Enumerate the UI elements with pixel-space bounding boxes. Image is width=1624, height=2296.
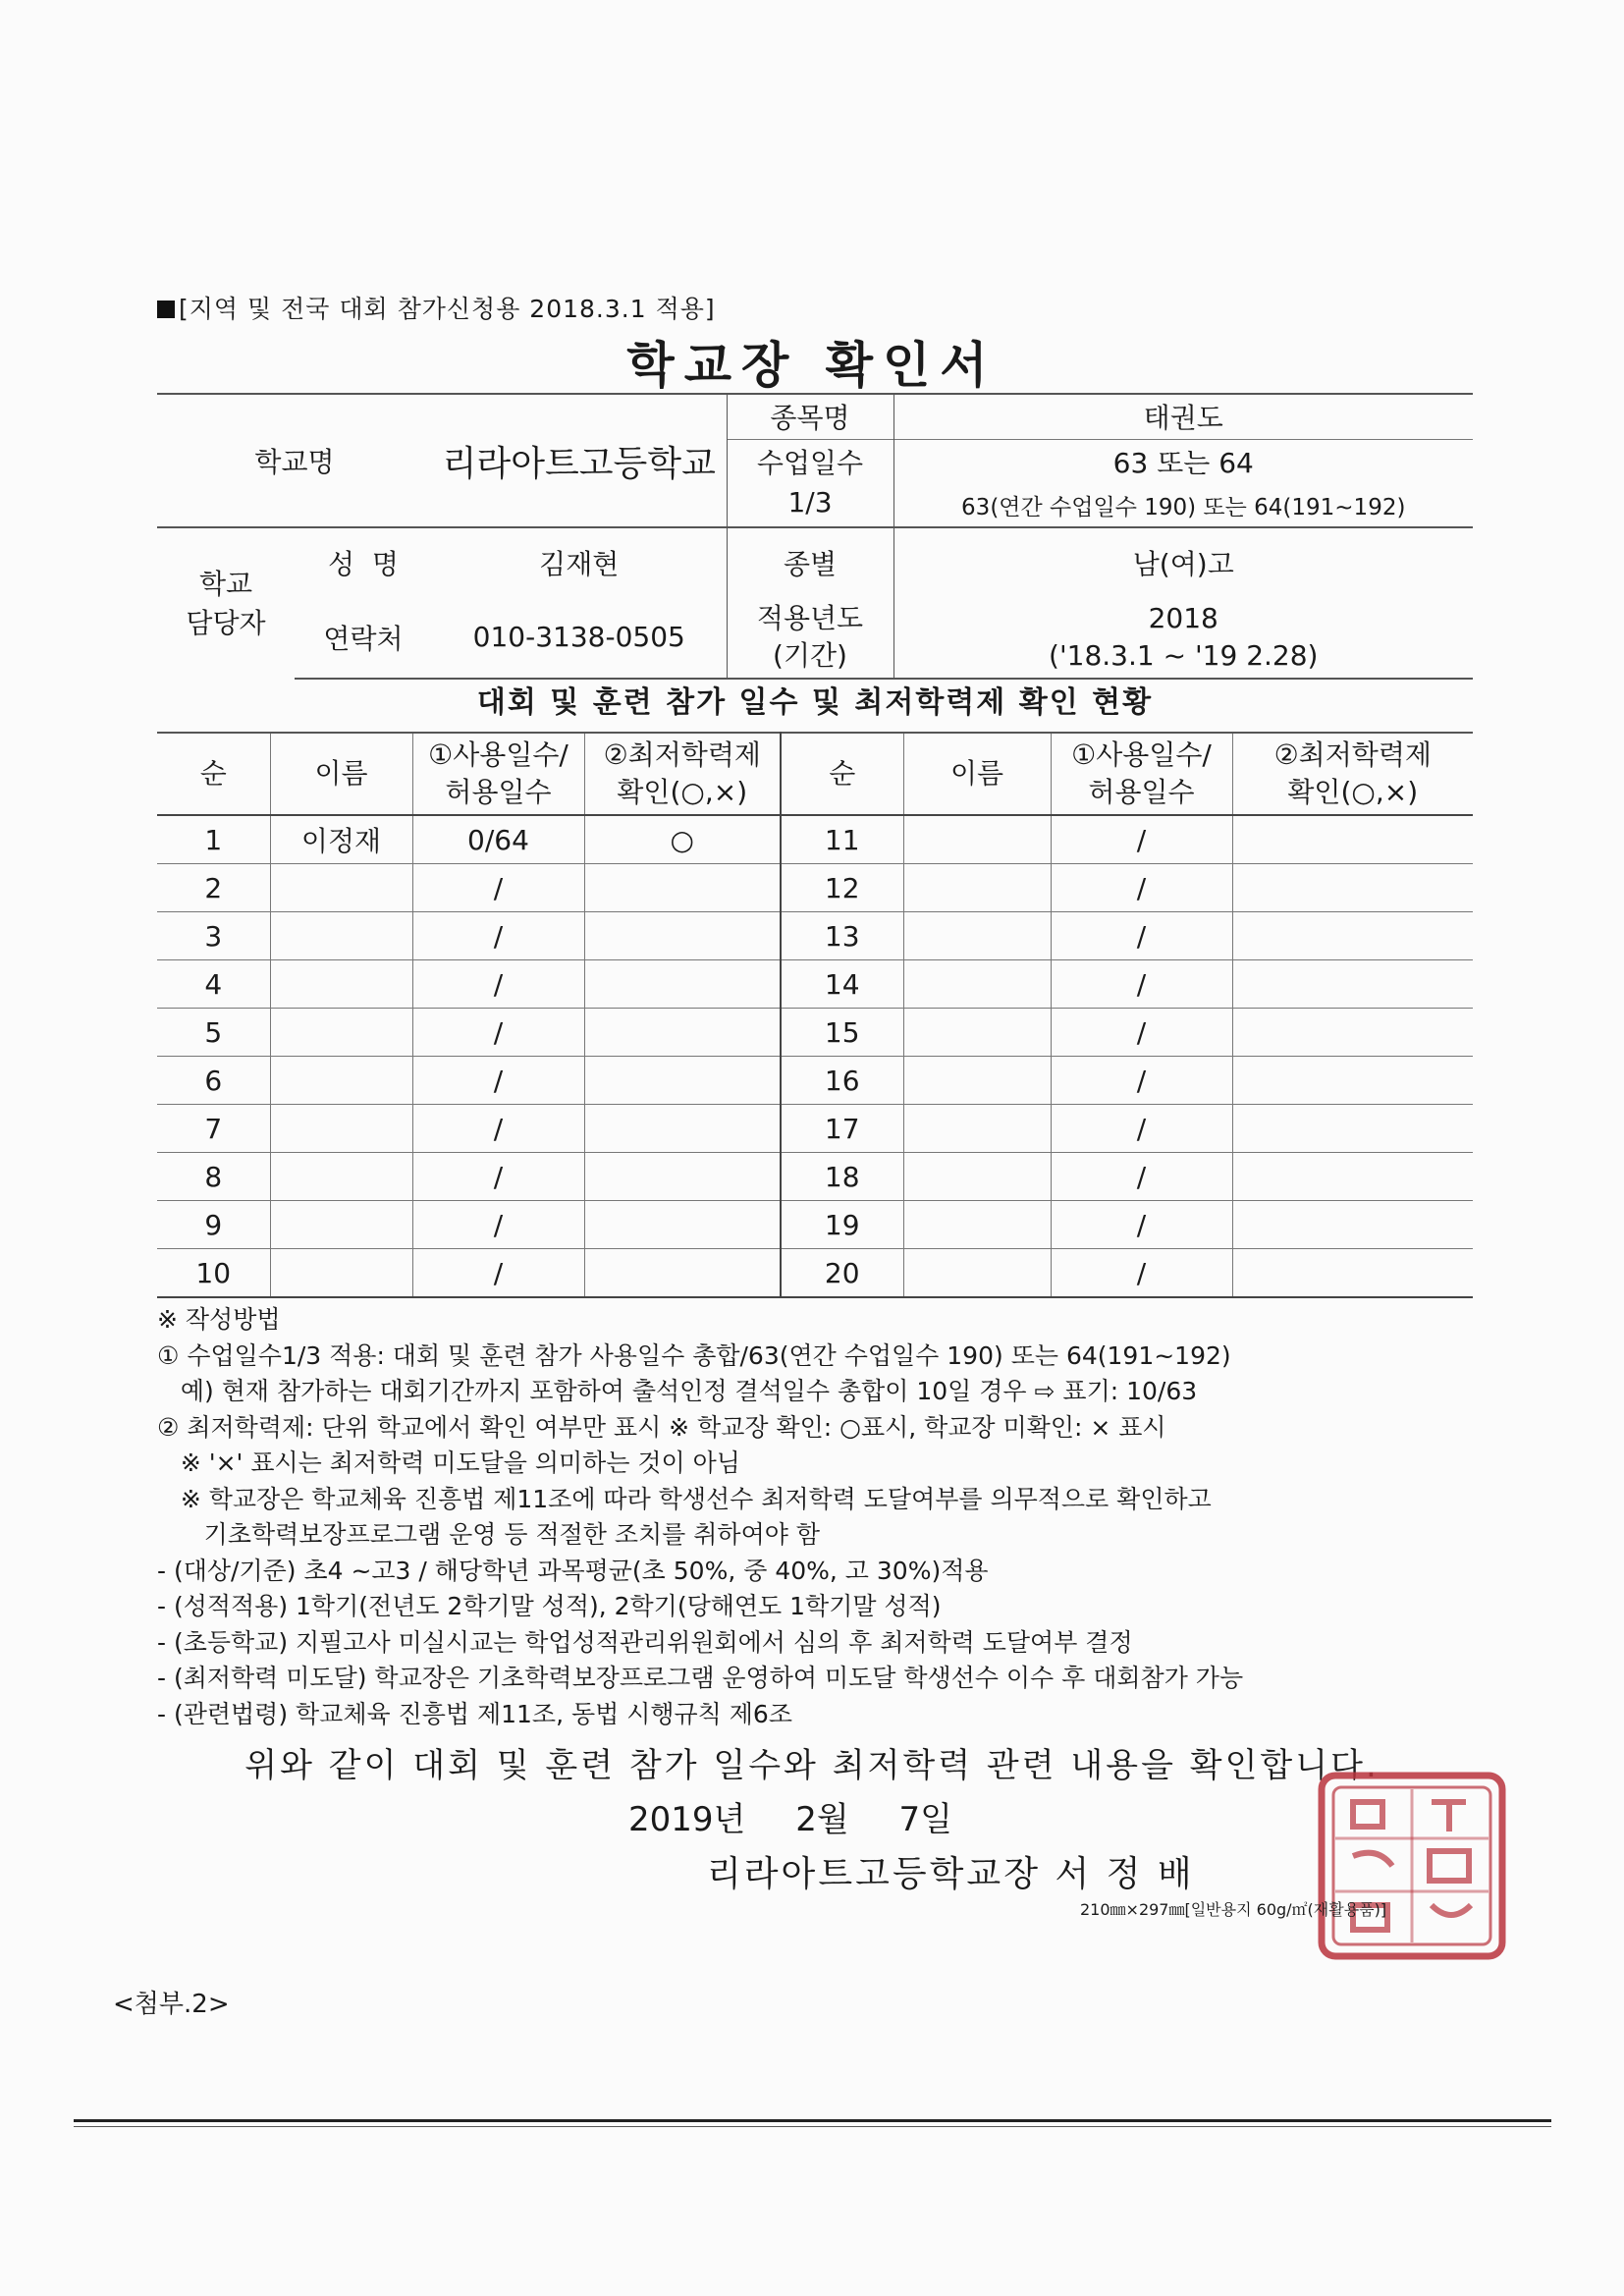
official-seal-icon — [1314, 1768, 1510, 1964]
note-line: ② 최저학력제: 단위 학교에서 확인 여부만 표시 ※ 학교장 확인: ○표시, 학교장 미확인: × 표시 — [157, 1412, 1166, 1442]
cell-check — [1232, 912, 1473, 960]
cell-name — [270, 1201, 412, 1249]
table-row — [157, 1105, 1473, 1153]
note-line: - (성적적용) 1학기(전년도 2학기말 성적), 2학기(당해연도 1학기말 성적) — [157, 1592, 942, 1620]
note-line: ※ 작성방법 — [157, 1305, 281, 1334]
class-days-value: 63 또는 64 — [893, 439, 1473, 484]
cell-check — [1232, 1249, 1473, 1298]
cell-check — [1232, 1201, 1473, 1249]
cell-check — [584, 1057, 781, 1105]
school-info-table — [157, 393, 1473, 680]
cell-days: / — [1051, 1201, 1232, 1249]
cell-name — [903, 960, 1051, 1009]
staff-label: 학교 담당자 — [157, 527, 295, 679]
square-bullet-icon — [157, 301, 175, 318]
note-line: ※ 학교장은 학교체육 진흥법 제11조에 따라 학생선수 최저학력 도달여부를 의무적으로 확인하고 — [157, 1484, 1212, 1513]
cell-check — [1232, 1105, 1473, 1153]
cell-name — [270, 1105, 412, 1153]
cell-name: 이정재 — [270, 815, 412, 864]
table-row — [157, 960, 1473, 1009]
cell-check — [584, 1153, 781, 1201]
cell-check — [584, 864, 781, 912]
date-month: 2월 — [795, 1800, 849, 1839]
participation-table — [157, 732, 1473, 1298]
cell-days: / — [1051, 864, 1232, 912]
cell-no: 10 — [157, 1249, 270, 1298]
cell-no: 20 — [781, 1249, 903, 1298]
event-label: 종목명 — [727, 394, 893, 439]
type-value: 남(여)고 — [893, 527, 1473, 596]
table-row — [157, 1009, 1473, 1057]
header-name: 이름 — [270, 733, 412, 815]
cell-check — [1232, 815, 1473, 864]
name-label: 성 명 — [295, 527, 432, 596]
cell-days: / — [1051, 1105, 1232, 1153]
cell-check — [1232, 864, 1473, 912]
header-days: ①사용일수/ 허용일수 — [412, 733, 584, 815]
cell-check: ○ — [584, 815, 781, 864]
class-days-label: 수업일수 1/3 — [727, 439, 893, 527]
table-row — [157, 1153, 1473, 1201]
cell-no: 5 — [157, 1009, 270, 1057]
cell-days: / — [412, 1009, 584, 1057]
cell-no: 4 — [157, 960, 270, 1009]
cell-no: 9 — [157, 1201, 270, 1249]
table-row — [157, 912, 1473, 960]
cell-days: / — [412, 960, 584, 1009]
cell-check — [1232, 1153, 1473, 1201]
cell-check — [584, 1201, 781, 1249]
table-row — [157, 1201, 1473, 1249]
cell-days: / — [1051, 1249, 1232, 1298]
school-name: 리라아트고등학교 — [432, 394, 727, 527]
note-line: ※ '×' 표시는 최저학력 미도달을 의미하는 것이 아님 — [157, 1449, 740, 1477]
type-label: 종별 — [727, 527, 893, 596]
header-no: 순 — [157, 733, 270, 815]
note-line: - (최저학력 미도달) 학교장은 기초학력보장프로그램 운영하여 미도달 학생선수 이수 후 대회참가 가능 — [157, 1664, 1244, 1692]
header-days: ①사용일수/ 허용일수 — [1051, 733, 1232, 815]
cell-name — [903, 1105, 1051, 1153]
cell-check — [584, 1009, 781, 1057]
document-title: 학교장 확인서 — [626, 337, 998, 394]
cell-check — [1232, 1009, 1473, 1057]
note-line: - (관련법령) 학교체육 진흥법 제11조, 동법 시행규칙 제6조 — [157, 1699, 792, 1728]
date-day: 7일 — [898, 1800, 952, 1839]
header-name: 이름 — [903, 733, 1051, 815]
cell-name — [270, 1057, 412, 1105]
cell-name — [903, 912, 1051, 960]
section-title: 대회 및 훈련 참가 일수 및 최저학력제 확인 현황 — [476, 685, 1154, 720]
instructions — [157, 1302, 1492, 1732]
attachment-label: <첨부.2> — [113, 1990, 230, 2019]
footer-rule — [74, 2119, 1551, 2122]
cell-name — [270, 1249, 412, 1298]
cell-days: / — [1051, 1009, 1232, 1057]
cell-name — [903, 1057, 1051, 1105]
cell-days: / — [412, 1105, 584, 1153]
event-value: 태권도 — [893, 394, 1473, 439]
header-no: 순 — [781, 733, 903, 815]
cell-name — [903, 815, 1051, 864]
table-row — [157, 815, 1473, 864]
cell-no: 14 — [781, 960, 903, 1009]
cell-days: / — [412, 1057, 584, 1105]
cell-no: 12 — [781, 864, 903, 912]
cell-check — [1232, 960, 1473, 1009]
table-row — [157, 1249, 1473, 1298]
cell-name — [270, 864, 412, 912]
confirmation-statement: 위와 같이 대회 및 훈련 참가 일수와 최저학력 관련 내용을 확인합니다. — [244, 1746, 1380, 1785]
cell-name — [270, 912, 412, 960]
date-year: 2019년 — [628, 1800, 746, 1839]
cell-name — [903, 1201, 1051, 1249]
cell-name — [903, 1249, 1051, 1298]
cell-no: 17 — [781, 1105, 903, 1153]
cell-no: 2 — [157, 864, 270, 912]
cell-no: 3 — [157, 912, 270, 960]
cell-no: 16 — [781, 1057, 903, 1105]
cell-name — [903, 864, 1051, 912]
cell-days: / — [412, 1249, 584, 1298]
note-line: 기초학력보장프로그램 운영 등 적절한 조치를 취하여야 함 — [157, 1520, 820, 1549]
principal-signature: 리라아트고등학교장 서 정 배 — [707, 1854, 1195, 1894]
cell-no: 15 — [781, 1009, 903, 1057]
cell-no: 6 — [157, 1057, 270, 1105]
cell-days: / — [1051, 815, 1232, 864]
table-row — [157, 1057, 1473, 1105]
class-days-note: 63(연간 수업일수 190) 또는 64(191~192) — [961, 495, 1406, 520]
cell-check — [584, 1249, 781, 1298]
cell-days: 0/64 — [412, 815, 584, 864]
cell-days: / — [1051, 912, 1232, 960]
note-line: - (대상/기준) 초4 ~고3 / 해당학년 과목평균(초 50%, 중 40%, 고 30%)적용 — [157, 1556, 989, 1585]
note-line: 예) 현재 참가하는 대회기간까지 포함하여 출석인정 결석일수 총합이 10일 경우 ⇨ 표기: 10/63 — [157, 1377, 1198, 1405]
cell-days: / — [1051, 960, 1232, 1009]
cell-days: / — [412, 864, 584, 912]
cell-no: 8 — [157, 1153, 270, 1201]
name-value: 김재현 — [432, 527, 727, 596]
note-line: ① 수업일수1/3 적용: 대회 및 훈련 참가 사용일수 총합/63(연간 수업일수 190) 또는 64(191~192) — [157, 1340, 1231, 1370]
contact-value: 010-3138-0505 — [432, 596, 727, 679]
footer-rule — [74, 2126, 1551, 2127]
header-check: ②최저학력제 확인(○,×) — [1232, 733, 1473, 815]
cell-no: 7 — [157, 1105, 270, 1153]
form-tag: [지역 및 전국 대회 참가신청용 2018.3.1 적용] — [157, 290, 716, 325]
cell-name — [270, 960, 412, 1009]
cell-days: / — [412, 1153, 584, 1201]
note-line: - (초등학교) 지필고사 미실시교는 학업성적관리위원회에서 심의 후 최저학력 도달여부 결정 — [157, 1627, 1133, 1657]
table-header-row — [157, 733, 1473, 815]
cell-no: 13 — [781, 912, 903, 960]
cell-check — [1232, 1057, 1473, 1105]
paper-spec: 210㎜×297㎜[일반용지 60g/㎡(재활용품)] — [1080, 1900, 1387, 1919]
cell-days: / — [1051, 1057, 1232, 1105]
cell-days: / — [412, 1201, 584, 1249]
cell-days: / — [412, 912, 584, 960]
cell-name — [270, 1009, 412, 1057]
cell-no: 19 — [781, 1201, 903, 1249]
cell-check — [584, 912, 781, 960]
table-row — [157, 864, 1473, 912]
year-label: 적용년도 (기간) — [727, 596, 893, 679]
header-check: ②최저학력제 확인(○,×) — [584, 733, 781, 815]
cell-days: / — [1051, 1153, 1232, 1201]
cell-check — [584, 960, 781, 1009]
cell-name — [270, 1153, 412, 1201]
year-value: 2018 ('18.3.1 ~ '19 2.28) — [893, 596, 1473, 679]
issue-date — [628, 1792, 992, 1840]
cell-no: 11 — [781, 815, 903, 864]
contact-label: 연락처 — [295, 596, 432, 679]
school-label: 학교명 — [157, 394, 432, 527]
cell-name — [903, 1009, 1051, 1057]
cell-name — [903, 1153, 1051, 1201]
cell-no: 18 — [781, 1153, 903, 1201]
cell-check — [584, 1105, 781, 1153]
cell-no: 1 — [157, 815, 270, 864]
